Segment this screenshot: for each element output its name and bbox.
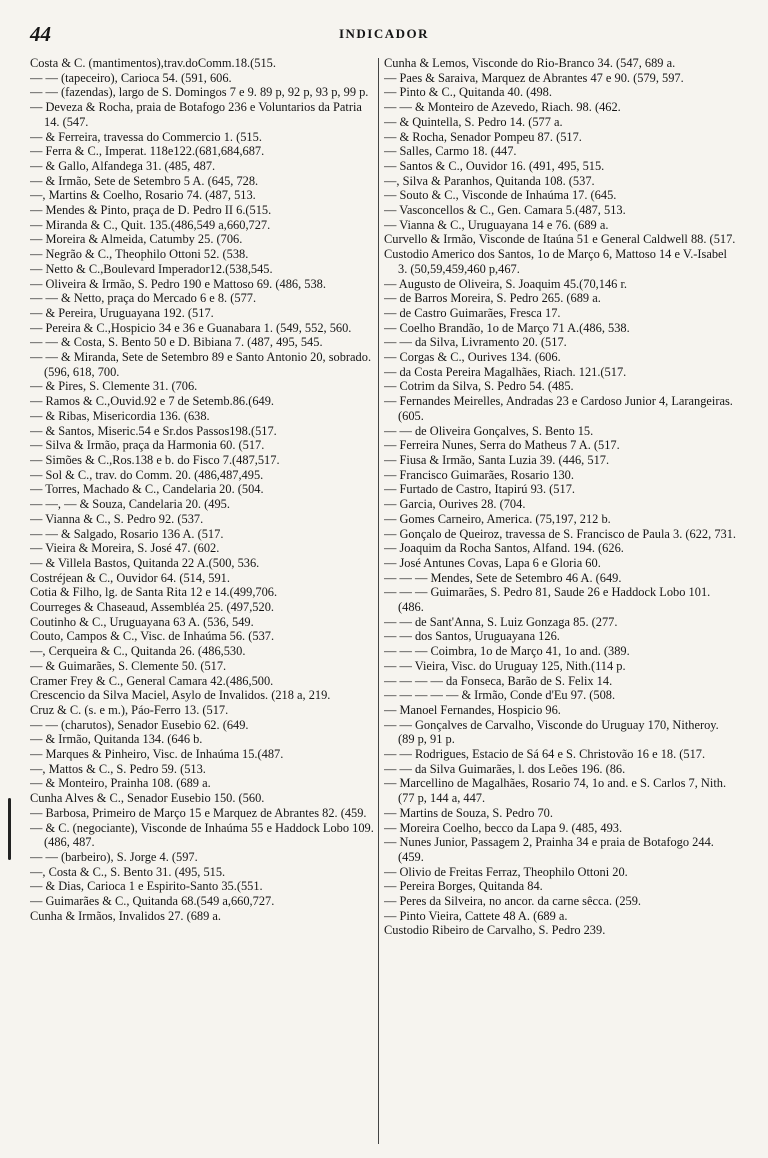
running-title: INDICADOR [338, 26, 430, 41]
directory-entry: — — & Salgado, Rosario 136 A. (517. [30, 526, 224, 541]
directory-entry: — — & Netto, praça do Mercado 6 e 8. (577. [30, 291, 257, 306]
directory-entry: — Moreira & Almeida, Catumby 25. (706. [30, 232, 243, 247]
directory-entry: — & Quintella, S. Pedro 14. (577 a. [384, 114, 563, 129]
directory-entry: — — dos Santos, Uruguayana 126. [384, 629, 560, 644]
directory-entry: — — da Silva Guimarães, l. dos Leões 196. (86. [384, 761, 626, 776]
directory-entry: — Marcellino de Magalhães, Rosario 74, 1o and. e S. Carlos 7, Nith. (77 p, 144 a, 447. [384, 776, 727, 806]
directory-entry: — Peres da Silveira, no ancor. da carne sêcca. (259. [384, 894, 642, 909]
directory-entry: — Vianna & C., S. Pedro 92. (537. [30, 511, 204, 526]
directory-entry: — — de Sant'Anna, S. Luiz Gonzaga 85. (277. [384, 614, 618, 629]
directory-entry: — Miranda & C., Quit. 135.(486,549 a,660,727. [30, 217, 271, 232]
directory-entry: — Moreira Coelho, becco da Lapa 9. (485, 493. [384, 820, 623, 835]
directory-entry: — Oliveira & Irmão, S. Pedro 190 e Mattoso 69. (486, 538. [30, 276, 326, 291]
directory-entry: — Salles, Carmo 18. (447. [384, 144, 517, 159]
directory-entry: — — Vieira, Visc. do Uruguay 125, Nith.(114 p. [384, 658, 626, 673]
directory-entry: — & Gallo, Alfandega 31. (485, 487. [30, 158, 216, 173]
directory-entry: — Cotrim da Silva, S. Pedro 54. (485. [384, 379, 574, 394]
directory-entry: — Corgas & C., Ourives 134. (606. [384, 350, 561, 365]
directory-entry: — Vieira & Moreira, S. José 47. (602. [30, 541, 220, 556]
directory-entry: — José Antunes Covas, Lapa 6 e Gloria 60. [384, 555, 601, 570]
directory-entry: — — (charutos), Senador Eusebio 62. (649. [30, 717, 249, 732]
directory-entry: Costréjean & C., Ouvidor 64. (514, 591. [30, 570, 230, 585]
directory-entry: — — — — — & Irmão, Conde d'Eu 97. (508. [384, 688, 616, 703]
directory-entry: — Santos & C., Ouvidor 16. (491, 495, 515. [384, 158, 605, 173]
directory-entry: — Sol & C., trav. do Comm. 20. (486,487,495. [30, 467, 264, 482]
directory-entry: Cunha & Irmãos, Invalidos 27. (689 a. [30, 908, 221, 923]
directory-entry: — — da Silva, Livramento 20. (517. [384, 335, 567, 350]
directory-entry: — & Santos, Miseric.54 e Sr.dos Passos198.(517. [30, 423, 277, 438]
directory-entry: — Garcia, Ourives 28. (704. [384, 497, 526, 512]
column-divider [378, 58, 379, 1144]
directory-entry: — de Castro Guimarães, Fresca 17. [384, 305, 561, 320]
directory-entry: — Torres, Machado & C., Candelaria 20. (504. [30, 482, 264, 497]
directory-entry: Courreges & Chaseaud, Assembléa 25. (497,520. [30, 600, 274, 615]
directory-entry: — & C. (negociante), Visconde de Inhaúma 55 e Haddock Lobo 109. (486, 487. [30, 820, 374, 850]
directory-entry: Curvello & Irmão, Visconde de Itaúna 51 e General Caldwell 88. (517. [384, 232, 736, 247]
directory-entry: — Francisco Guimarães, Rosario 130. [384, 467, 574, 482]
directory-entry: — — & Miranda, Sete de Setembro 89 e Santo Antonio 20, sobrado. (596, 618, 700. [30, 350, 372, 379]
directory-entry: — Nunes Junior, Passagem 2, Prainha 34 e praia de Botafogo 244. (459. [384, 835, 714, 864]
directory-entry: —, Silva & Paranhos, Quitanda 108. (537. [384, 173, 595, 188]
directory-entry: — Olivio de Freitas Ferraz, Theophilo Ottoni 20. [384, 864, 628, 879]
directory-entry: —, Cerqueira & C., Quitanda 26. (486,530. [30, 644, 246, 659]
directory-entry: Cunha Alves & C., Senador Eusebio 150. (560. [30, 791, 265, 806]
directory-entry: — & Ferreira, travessa do Commercio 1. (515. [30, 129, 262, 144]
directory-entry: — Paes & Saraiva, Marquez de Abrantes 47 e 90. (579, 597. [384, 70, 684, 85]
directory-entry: — de Barros Moreira, S. Pedro 265. (689 a. [384, 291, 601, 306]
directory-entry: — Coelho Brandão, 1o de Março 71 A.(486, 538. [384, 320, 630, 335]
directory-entry: — Pereira & C.,Hospicio 34 e 36 e Guanabara 1. (549, 552, 560. [30, 320, 352, 335]
directory-entry: Cruz & C. (s. e m.), Páo-Ferro 13. (517. [30, 702, 229, 717]
directory-entry: — Pinto & C., Quitanda 40. (498. [384, 85, 552, 100]
directory-entry: — Augusto de Oliveira, S. Joaquim 45.(70,146 r. [384, 276, 627, 291]
directory-entry: Crescencio da Silva Maciel, Asylo de Invalidos. (218 a, 219. [30, 688, 331, 703]
directory-entry: — Souto & C., Visconde de Inhaúma 17. (645. [384, 188, 617, 203]
directory-entry: —, Costa & C., S. Bento 31. (495, 515. [30, 864, 226, 879]
directory-entry: — Gonçalo de Queiroz, travessa de S. Francisco de Paula 3. (622, 731. [384, 526, 737, 541]
directory-entry: — — — Guimarães, S. Pedro 81, Saude 26 e Haddock Lobo 101. (486. [384, 585, 711, 615]
page-header [30, 22, 738, 46]
directory-entry: — & Pereira, Uruguayana 192. (517. [30, 305, 214, 320]
left-column [30, 56, 374, 1146]
directory-entry: — & Villela Bastos, Quitanda 22 A.(500, 536. [30, 555, 260, 570]
directory-entry: — — & Monteiro de Azevedo, Riach. 98. (462. [384, 100, 621, 115]
directory-entry: — Fernandes Meirelles, Andradas 23 e Cardoso Junior 4, Larangeiras. (605. [384, 394, 733, 423]
directory-entry: — —, — & Souza, Candelaria 20. (495. [30, 497, 230, 512]
directory-entry: —, Mattos & C., S. Pedro 59. (513. [30, 761, 206, 776]
right-column [384, 56, 738, 1146]
directory-entry: Couto, Campos & C., Visc. de Inhaúma 56. (537. [30, 629, 275, 644]
directory-entry: — & Guimarães, S. Clemente 50. (517. [30, 658, 227, 673]
directory-entry: — & Irmão, Sete de Setembro 5 A. (645, 728. [30, 173, 259, 188]
directory-entry: — Negrão & C., Theophilo Ottoni 52. (538. [30, 247, 249, 262]
directory-entry: Cunha & Lemos, Visconde do Rio-Branco 34. (547, 689 a. [384, 56, 676, 70]
directory-entry: — Ramos & C.,Ouvid.92 e 7 de Setemb.86.(649. [30, 394, 275, 409]
directory-entry: Costa & C. (mantimentos),trav.doComm.18.(515. [30, 56, 276, 70]
directory-entry: — Manoel Fernandes, Hospicio 96. [384, 702, 561, 717]
directory-entry: — — — — da Fonseca, Barão de S. Felix 14. [384, 673, 613, 688]
directory-entry: Custodio Americo dos Santos, 1o de Março 6, Mattoso 14 e V.-Isabel 3. (50,59,459,460 p,467. [384, 247, 728, 276]
directory-entry: — & Rocha, Senador Pompeu 87. (517. [384, 129, 582, 144]
page-number: 44 [30, 22, 51, 46]
directory-entry: Custodio Ribeiro de Carvalho, S. Pedro 239. [384, 923, 606, 938]
directory-entry: — — — Mendes, Sete de Setembro 46 A. (649. [384, 570, 622, 585]
directory-entry: — Vianna & C., Uruguayana 14 e 76. (689 a. [384, 217, 609, 232]
directory-entry: — Fiusa & Irmão, Santa Luzia 39. (446, 517. [384, 452, 610, 467]
directory-entry: — & Ribas, Misericordia 136. (638. [30, 408, 210, 423]
directory-entry: — & Monteiro, Prainha 108. (689 a. [30, 776, 211, 791]
directory-entry: — Mendes & Pinto, praça de D. Pedro II 6.(515. [30, 203, 272, 218]
directory-entry: Cramer Frey & C., General Camara 42.(486,500. [30, 673, 274, 688]
directory-entry: — — de Oliveira Gonçalves, S. Bento 15. [384, 423, 594, 438]
directory-entry: — — (tapeceiro), Carioca 54. (591, 606. [30, 70, 232, 85]
directory-entry: — — (fazendas), largo de S. Domingos 7 e 9. 89 p, 92 p, 93 p, 99 p. [30, 85, 369, 100]
directory-entry: — Pereira Borges, Quitanda 84. [384, 879, 543, 894]
directory-entry: — Gomes Carneiro, America. (75,197, 212 b. [384, 511, 611, 526]
directory-entry: — — (barbeiro), S. Jorge 4. (597. [30, 849, 198, 864]
directory-entry: — Ferreira Nunes, Serra do Matheus 7 A. (517. [384, 438, 620, 453]
directory-entry: —, Martins & Coelho, Rosario 74. (487, 513. [30, 188, 256, 203]
directory-entry: — da Costa Pereira Magalhães, Riach. 121.(517. [384, 364, 627, 379]
directory-entry: — Silva & Irmão, praça da Harmonia 60. (517. [30, 438, 265, 453]
directory-entry: Coutinho & C., Uruguayana 63 A. (536, 549. [30, 614, 254, 629]
directory-entry: — Deveza & Rocha, praia de Botafogo 236 e Voluntarios da Patria 14. (547. [30, 100, 362, 129]
directory-entry: — Guimarães & C., Quitanda 68.(549 a,660,727. [30, 894, 275, 909]
directory-entry: — Martins de Souza, S. Pedro 70. [384, 805, 553, 820]
directory-entry: — — & Costa, S. Bento 50 e D. Bibiana 7. (487, 495, 545. [30, 335, 323, 350]
directory-entry: — & Dias, Carioca 1 e Espirito-Santo 35.(551. [30, 879, 263, 894]
directory-entry: — Marques & Pinheiro, Visc. de Inhaúma 15.(487. [30, 747, 284, 762]
directory-entry: — & Irmão, Quitanda 134. (646 b. [30, 732, 203, 747]
margin-pencil-mark [8, 798, 11, 860]
directory-entry: — Simões & C.,Ros.138 e b. do Fisco 7.(487,517. [30, 452, 280, 467]
directory-entry: — — — Coimbra, 1o de Março 41, 1o and. (389. [384, 644, 630, 659]
directory-entry: — Netto & C.,Boulevard Imperador12.(538,545. [30, 261, 273, 276]
directory-entry: — Ferra & C., Imperat. 118e122.(681,684,687. [30, 144, 265, 159]
directory-entry: Cotia & Filho, lg. de Santa Rita 12 e 14.(499,706. [30, 585, 278, 600]
directory-entry: — Vasconcellos & C., Gen. Camara 5.(487, 513. [384, 203, 626, 218]
directory-entry: — Barbosa, Primeiro de Março 15 e Marquez de Abrantes 82. (459. [30, 805, 367, 820]
directory-entry: — — Rodrigues, Estacio de Sá 64 e S. Christovão 16 e 18. (517. [384, 747, 706, 762]
directory-entry: — Furtado de Castro, Itapirú 93. (517. [384, 482, 575, 497]
directory-entry: — & Pires, S. Clemente 31. (706. [30, 379, 198, 394]
directory-entry: — — Gonçalves de Carvalho, Visconde do Uruguay 170, Nitheroy. (89 p, 91 p. [384, 717, 719, 747]
directory-entry: — Pinto Vieira, Cattete 48 A. (689 a. [384, 908, 568, 923]
directory-entry: — Joaquim da Rocha Santos, Alfand. 194. (626. [384, 541, 624, 556]
